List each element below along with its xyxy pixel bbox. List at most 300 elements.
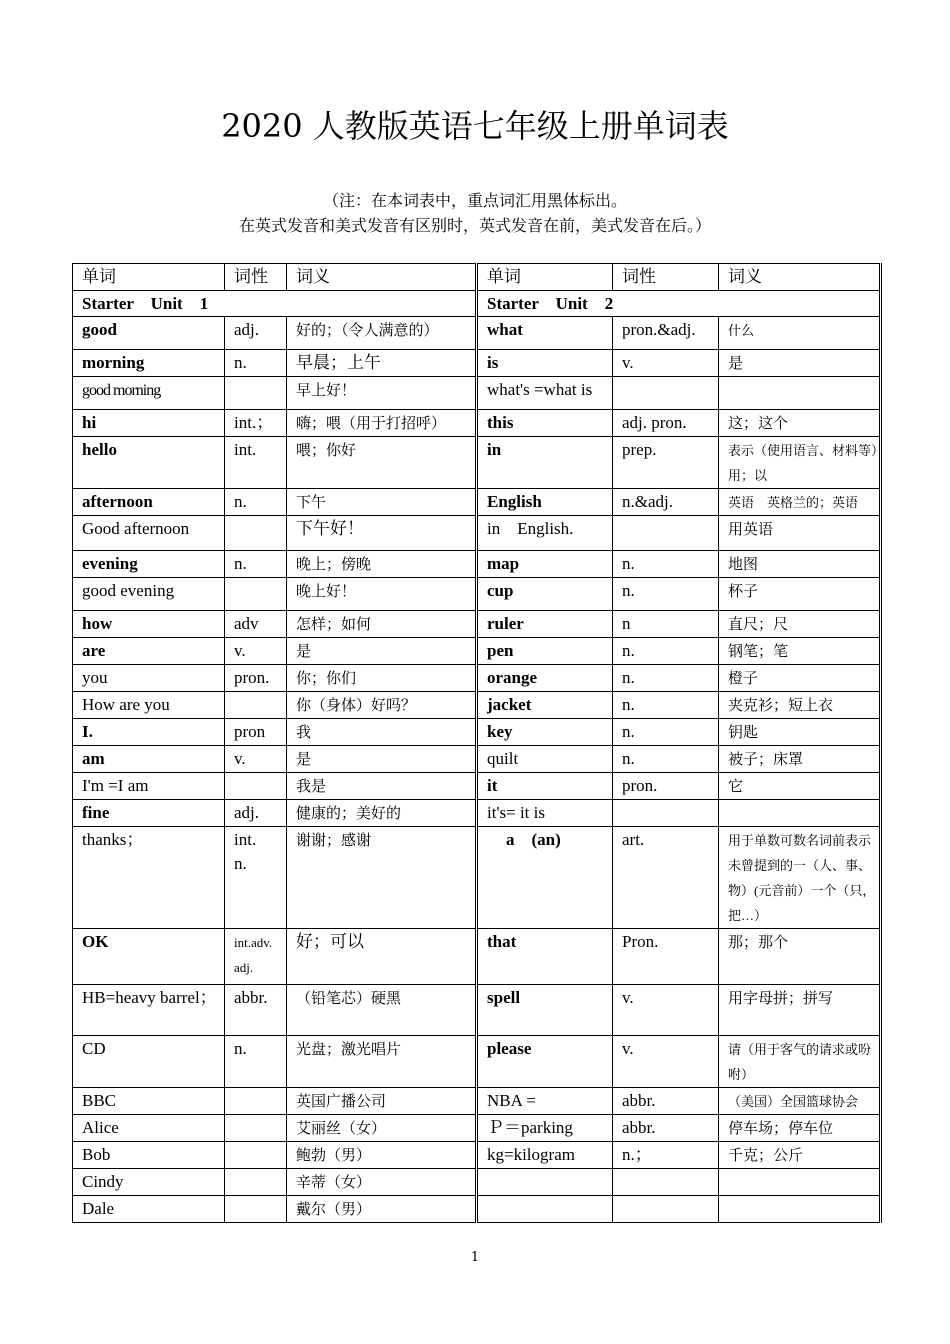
right-meaning — [719, 611, 881, 638]
cell-text: Ｐ＝parking — [487, 1118, 573, 1137]
left-word — [73, 1115, 225, 1142]
cell-text: 直尺；尺 — [728, 617, 789, 633]
cell-text: art. — [622, 830, 645, 849]
right-word — [477, 665, 613, 692]
cell-text: 英语 英格兰的；英语 — [728, 495, 859, 510]
cell-text: adj. — [234, 803, 260, 822]
left-pos — [225, 1142, 287, 1169]
cell-text: n. — [234, 554, 247, 573]
cell-text: n. — [234, 1039, 247, 1058]
cell-text: Pron. — [622, 932, 659, 951]
table-row — [73, 692, 881, 719]
cell-text: 好；可以 — [296, 932, 364, 951]
left-pos — [225, 1036, 287, 1088]
cell-text: 停车场；停车位 — [728, 1121, 834, 1137]
cell-text: n — [622, 614, 631, 633]
left-word — [73, 578, 225, 611]
cell-text: 夹克衫；短上衣 — [728, 698, 834, 714]
right-pos — [613, 1196, 719, 1223]
table-row — [73, 578, 881, 611]
right-pos — [613, 665, 719, 692]
cell-text: pron. — [234, 668, 270, 687]
right-word — [477, 1196, 613, 1223]
cell-text: int.adv. adj. — [234, 935, 273, 975]
right-word — [477, 551, 613, 578]
right-pos — [613, 929, 719, 985]
cell-text: please — [487, 1039, 532, 1058]
section-right: Starter Unit 2 — [477, 291, 881, 317]
cell-text: adj. pron. — [622, 413, 687, 432]
left-pos — [225, 611, 287, 638]
cell-text: OK — [82, 932, 109, 951]
left-pos — [225, 719, 287, 746]
cell-text: map — [487, 554, 520, 573]
left-pos — [225, 350, 287, 377]
cell-text: （美国）全国篮球协会 — [728, 1094, 859, 1109]
cell-text: （铅笔芯）硬黑 — [296, 991, 402, 1007]
right-meaning — [719, 665, 881, 692]
cell-text: n. — [234, 492, 247, 511]
cell-text: 是 — [728, 356, 744, 372]
cell-text: hello — [82, 440, 117, 459]
cell-text: 用于单数可数名词前表示未曾提到的一（人、事、物）(元音前）一个（只，把…） — [728, 833, 876, 923]
table-row — [73, 410, 881, 437]
table-row — [73, 516, 881, 551]
cell-text-extra: n. — [234, 854, 247, 873]
cell-text: Cindy — [82, 1172, 124, 1191]
left-pos — [225, 827, 287, 929]
left-pos — [225, 489, 287, 516]
table-row — [73, 1088, 881, 1115]
left-meaning — [287, 317, 477, 350]
right-pos — [613, 1169, 719, 1196]
table-row — [73, 773, 881, 800]
table-row — [73, 317, 881, 350]
left-meaning — [287, 578, 477, 611]
left-word — [73, 1142, 225, 1169]
cell-text: 谢谢；感谢 — [296, 833, 372, 849]
left-word — [73, 410, 225, 437]
cell-text: pen — [487, 641, 514, 660]
right-word — [477, 516, 613, 551]
right-pos — [613, 746, 719, 773]
right-meaning — [719, 773, 881, 800]
right-word — [477, 317, 613, 350]
cell-text: 请（用于客气的请求或吩咐） — [728, 1042, 872, 1082]
right-pos — [613, 611, 719, 638]
left-word — [73, 746, 225, 773]
right-word — [477, 350, 613, 377]
left-meaning — [287, 1088, 477, 1115]
left-meaning — [287, 1115, 477, 1142]
table-row — [73, 800, 881, 827]
cell-text: is — [487, 353, 499, 372]
cell-text: n.&adj. — [622, 492, 673, 511]
left-meaning — [287, 1142, 477, 1169]
cell-text: a (an) — [506, 830, 561, 849]
right-pos — [613, 638, 719, 665]
cell-text: that — [487, 932, 517, 951]
right-meaning — [719, 377, 881, 410]
cell-text: good morning — [82, 382, 161, 399]
page-title: 2020 人教版英语七年级上册单词表 — [221, 107, 729, 145]
cell-text: I'm =I am — [82, 776, 149, 795]
cell-text: 是 — [296, 752, 312, 768]
cell-text: 艾丽丝（女） — [296, 1121, 387, 1137]
cell-text: 橙子 — [728, 671, 759, 687]
cell-text: this — [487, 413, 514, 432]
right-meaning — [719, 516, 881, 551]
left-meaning — [287, 410, 477, 437]
page-number: 1 — [470, 1250, 480, 1265]
cell-text: 它 — [728, 779, 744, 795]
right-word — [477, 800, 613, 827]
right-pos — [613, 985, 719, 1036]
left-word — [73, 985, 225, 1036]
right-pos — [613, 350, 719, 377]
right-meaning — [719, 410, 881, 437]
cell-text: 杯子 — [728, 584, 759, 600]
left-meaning — [287, 437, 477, 489]
right-word — [477, 611, 613, 638]
left-word — [73, 551, 225, 578]
left-meaning — [287, 638, 477, 665]
right-word — [477, 489, 613, 516]
cell-text: 晚上好！ — [296, 584, 357, 600]
left-pos — [225, 410, 287, 437]
right-pos — [613, 773, 719, 800]
left-word — [73, 692, 225, 719]
cell-text: n. — [622, 581, 635, 600]
cell-text: HB=heavy barrel； — [82, 988, 217, 1007]
table-row — [73, 827, 881, 929]
right-word — [477, 692, 613, 719]
right-pos — [613, 692, 719, 719]
cell-text: abbr. — [622, 1091, 656, 1110]
right-meaning — [719, 350, 881, 377]
left-meaning — [287, 827, 477, 929]
left-pos — [225, 1115, 287, 1142]
cell-text: n. — [622, 641, 635, 660]
right-meaning — [719, 317, 881, 350]
cell-text: 下午好！ — [296, 519, 364, 538]
cell-text: n. — [622, 668, 635, 687]
cell-text: pron. — [622, 776, 658, 795]
cell-text: abbr. — [234, 988, 268, 1007]
right-meaning — [719, 692, 881, 719]
cell-text: CD — [82, 1039, 106, 1058]
cell-text: quilt — [487, 749, 519, 768]
right-meaning — [719, 578, 881, 611]
left-pos — [225, 1196, 287, 1223]
right-pos — [613, 1115, 719, 1142]
left-meaning — [287, 611, 477, 638]
cell-text: good — [82, 320, 117, 339]
cell-text: what — [487, 320, 523, 339]
header-cell: 词义 — [719, 264, 881, 291]
right-pos — [613, 317, 719, 350]
right-word — [477, 1088, 613, 1115]
table-row — [73, 489, 881, 516]
cell-text: 早晨；上午 — [296, 353, 381, 372]
table-row — [73, 665, 881, 692]
right-meaning — [719, 800, 881, 827]
cell-text: orange — [487, 668, 538, 687]
table-row — [73, 1036, 881, 1088]
left-meaning — [287, 516, 477, 551]
cell-text: 鲍勃（男） — [296, 1148, 372, 1164]
left-pos — [225, 800, 287, 827]
cell-text: 光盘；激光唱片 — [296, 1042, 402, 1058]
cell-text: v. — [622, 988, 634, 1007]
table-row — [73, 377, 881, 410]
vocab-table — [72, 263, 882, 1223]
table-row — [73, 437, 881, 489]
left-word — [73, 800, 225, 827]
right-pos — [613, 410, 719, 437]
left-pos — [225, 551, 287, 578]
left-word — [73, 516, 225, 551]
left-meaning — [287, 350, 477, 377]
left-word — [73, 773, 225, 800]
cell-text: 辛蒂（女） — [296, 1175, 372, 1191]
left-pos — [225, 377, 287, 410]
header-cell: 单词 — [477, 264, 613, 291]
cell-text: 我是 — [296, 779, 327, 795]
left-pos — [225, 1169, 287, 1196]
cell-text: NBA = — [487, 1091, 536, 1110]
cell-text: am — [82, 749, 105, 768]
right-meaning — [719, 1169, 881, 1196]
right-pos — [613, 516, 719, 551]
cell-text: int. — [234, 440, 257, 459]
cell-text: BBC — [82, 1091, 117, 1110]
right-pos — [613, 800, 719, 827]
cell-text: 用字母拼；拼写 — [728, 991, 834, 1007]
left-meaning — [287, 489, 477, 516]
cell-text: 嗨；喂（用于打招呼） — [296, 416, 447, 432]
left-meaning — [287, 665, 477, 692]
cell-text: it's= it is — [487, 803, 545, 822]
left-pos — [225, 985, 287, 1036]
table-row — [73, 638, 881, 665]
cell-text: in English. — [487, 519, 574, 538]
left-meaning — [287, 985, 477, 1036]
right-pos — [613, 1036, 719, 1088]
cell-text: what's =what is — [487, 380, 593, 399]
left-pos — [225, 437, 287, 489]
header-cell: 单词 — [73, 264, 225, 291]
table-row — [73, 929, 881, 985]
cell-text: 地图 — [728, 557, 759, 573]
right-word — [477, 1036, 613, 1088]
left-word — [73, 665, 225, 692]
table-row — [73, 1115, 881, 1142]
right-meaning — [719, 1036, 881, 1088]
right-meaning — [719, 746, 881, 773]
cell-text: ruler — [487, 614, 524, 633]
right-meaning — [719, 489, 881, 516]
cell-text: pron.&adj. — [622, 320, 696, 339]
left-meaning — [287, 746, 477, 773]
right-meaning — [719, 638, 881, 665]
left-meaning — [287, 719, 477, 746]
section-row — [73, 291, 881, 317]
cell-text: 下午 — [296, 495, 327, 511]
note-line-1: （注：在本词表中，重点词汇用黑体标出。 — [322, 191, 627, 210]
right-meaning — [719, 827, 881, 929]
cell-text: 我 — [296, 725, 312, 741]
cell-text: prep. — [622, 440, 657, 459]
cell-text: 怎样；如何 — [296, 617, 372, 633]
right-pos — [613, 551, 719, 578]
cell-text: 这；这个 — [728, 416, 789, 432]
left-meaning — [287, 1036, 477, 1088]
table-row — [73, 1169, 881, 1196]
right-word — [477, 578, 613, 611]
right-word — [477, 410, 613, 437]
right-word — [477, 773, 613, 800]
right-meaning — [719, 985, 881, 1036]
cell-text: Dale — [82, 1199, 115, 1218]
left-word — [73, 1196, 225, 1223]
cell-text: 钥匙 — [728, 725, 759, 741]
cell-text: fine — [82, 803, 110, 822]
cell-text: afternoon — [82, 492, 153, 511]
right-meaning — [719, 1196, 881, 1223]
right-meaning — [719, 929, 881, 985]
table-row — [73, 611, 881, 638]
left-word — [73, 719, 225, 746]
cell-text: n. — [622, 749, 635, 768]
cell-text: hi — [82, 413, 97, 432]
left-pos — [225, 692, 287, 719]
cell-text: 什么 — [728, 323, 755, 338]
right-meaning — [719, 719, 881, 746]
cell-text: How are you — [82, 695, 170, 714]
right-pos — [613, 377, 719, 410]
right-meaning — [719, 551, 881, 578]
left-meaning — [287, 692, 477, 719]
cell-text: n. — [622, 554, 635, 573]
cell-text: n. — [622, 695, 635, 714]
left-word — [73, 1169, 225, 1196]
note-line-2: 在英式发音和美式发音有区别时，英式发音在前，美式发音在后。） — [238, 216, 711, 235]
cell-text: adv — [234, 614, 259, 633]
section-left: Starter Unit 1 — [73, 291, 477, 317]
left-pos — [225, 578, 287, 611]
table-row — [73, 551, 881, 578]
cell-text: n. — [622, 722, 635, 741]
cell-text: it — [487, 776, 498, 795]
cell-text: 是 — [296, 644, 312, 660]
cell-text: morning — [82, 353, 145, 372]
left-word — [73, 1036, 225, 1088]
cell-text: how — [82, 614, 113, 633]
right-word — [477, 1169, 613, 1196]
header-cell: 词性 — [225, 264, 287, 291]
cell-text: 钢笔；笔 — [728, 644, 789, 660]
cell-text: n. — [234, 353, 247, 372]
cell-text: English — [487, 492, 542, 511]
cell-text: pron — [234, 722, 266, 741]
left-word — [73, 489, 225, 516]
cell-text: jacket — [487, 695, 532, 714]
left-meaning — [287, 551, 477, 578]
cell-text: v. — [622, 1039, 634, 1058]
left-word — [73, 437, 225, 489]
header-row — [73, 264, 881, 291]
right-pos — [613, 437, 719, 489]
right-word — [477, 377, 613, 410]
left-pos — [225, 929, 287, 985]
left-word — [73, 611, 225, 638]
cell-text: v. — [234, 749, 246, 768]
cell-text: adj. — [234, 320, 260, 339]
left-word — [73, 377, 225, 410]
cell-text: 用英语 — [728, 522, 774, 538]
cell-text: evening — [82, 554, 138, 573]
cell-text: Bob — [82, 1145, 111, 1164]
cell-text: 早上好！ — [296, 383, 357, 399]
left-meaning — [287, 800, 477, 827]
cell-text: 喂；你好 — [296, 443, 357, 459]
right-word — [477, 985, 613, 1036]
cell-text: v. — [234, 641, 246, 660]
cell-text: abbr. — [622, 1118, 656, 1137]
left-pos — [225, 317, 287, 350]
table-row — [73, 719, 881, 746]
cell-text: 表示（使用语言、材料等）用；以 — [728, 443, 878, 483]
cell-text: 被子；床罩 — [728, 752, 804, 768]
right-word — [477, 929, 613, 985]
right-word — [477, 827, 613, 929]
left-pos — [225, 773, 287, 800]
header-cell: 词义 — [287, 264, 477, 291]
cell-text: v. — [622, 353, 634, 372]
left-meaning — [287, 929, 477, 985]
right-pos — [613, 719, 719, 746]
cell-text: spell — [487, 988, 521, 1007]
right-word — [477, 437, 613, 489]
cell-text: 戴尔（男） — [296, 1202, 372, 1218]
cell-text: int.； — [234, 413, 274, 432]
left-word — [73, 1088, 225, 1115]
right-word — [477, 746, 613, 773]
table-row — [73, 350, 881, 377]
cell-text: int. — [234, 830, 257, 849]
header-cell: 词性 — [613, 264, 719, 291]
note — [0, 188, 950, 238]
left-pos — [225, 516, 287, 551]
right-word — [477, 638, 613, 665]
cell-text: 晚上；傍晚 — [296, 557, 372, 573]
right-meaning — [719, 1142, 881, 1169]
cell-text: 健康的；美好的 — [296, 806, 402, 822]
right-meaning — [719, 1088, 881, 1115]
left-word — [73, 638, 225, 665]
right-meaning — [719, 437, 881, 489]
cell-text: Alice — [82, 1118, 119, 1137]
left-meaning — [287, 1196, 477, 1223]
cell-text: you — [82, 668, 108, 687]
left-word — [73, 317, 225, 350]
cell-text: Good afternoon — [82, 519, 190, 538]
cell-text: thanks； — [82, 830, 144, 849]
left-pos — [225, 1088, 287, 1115]
left-word — [73, 827, 225, 929]
left-meaning — [287, 1169, 477, 1196]
